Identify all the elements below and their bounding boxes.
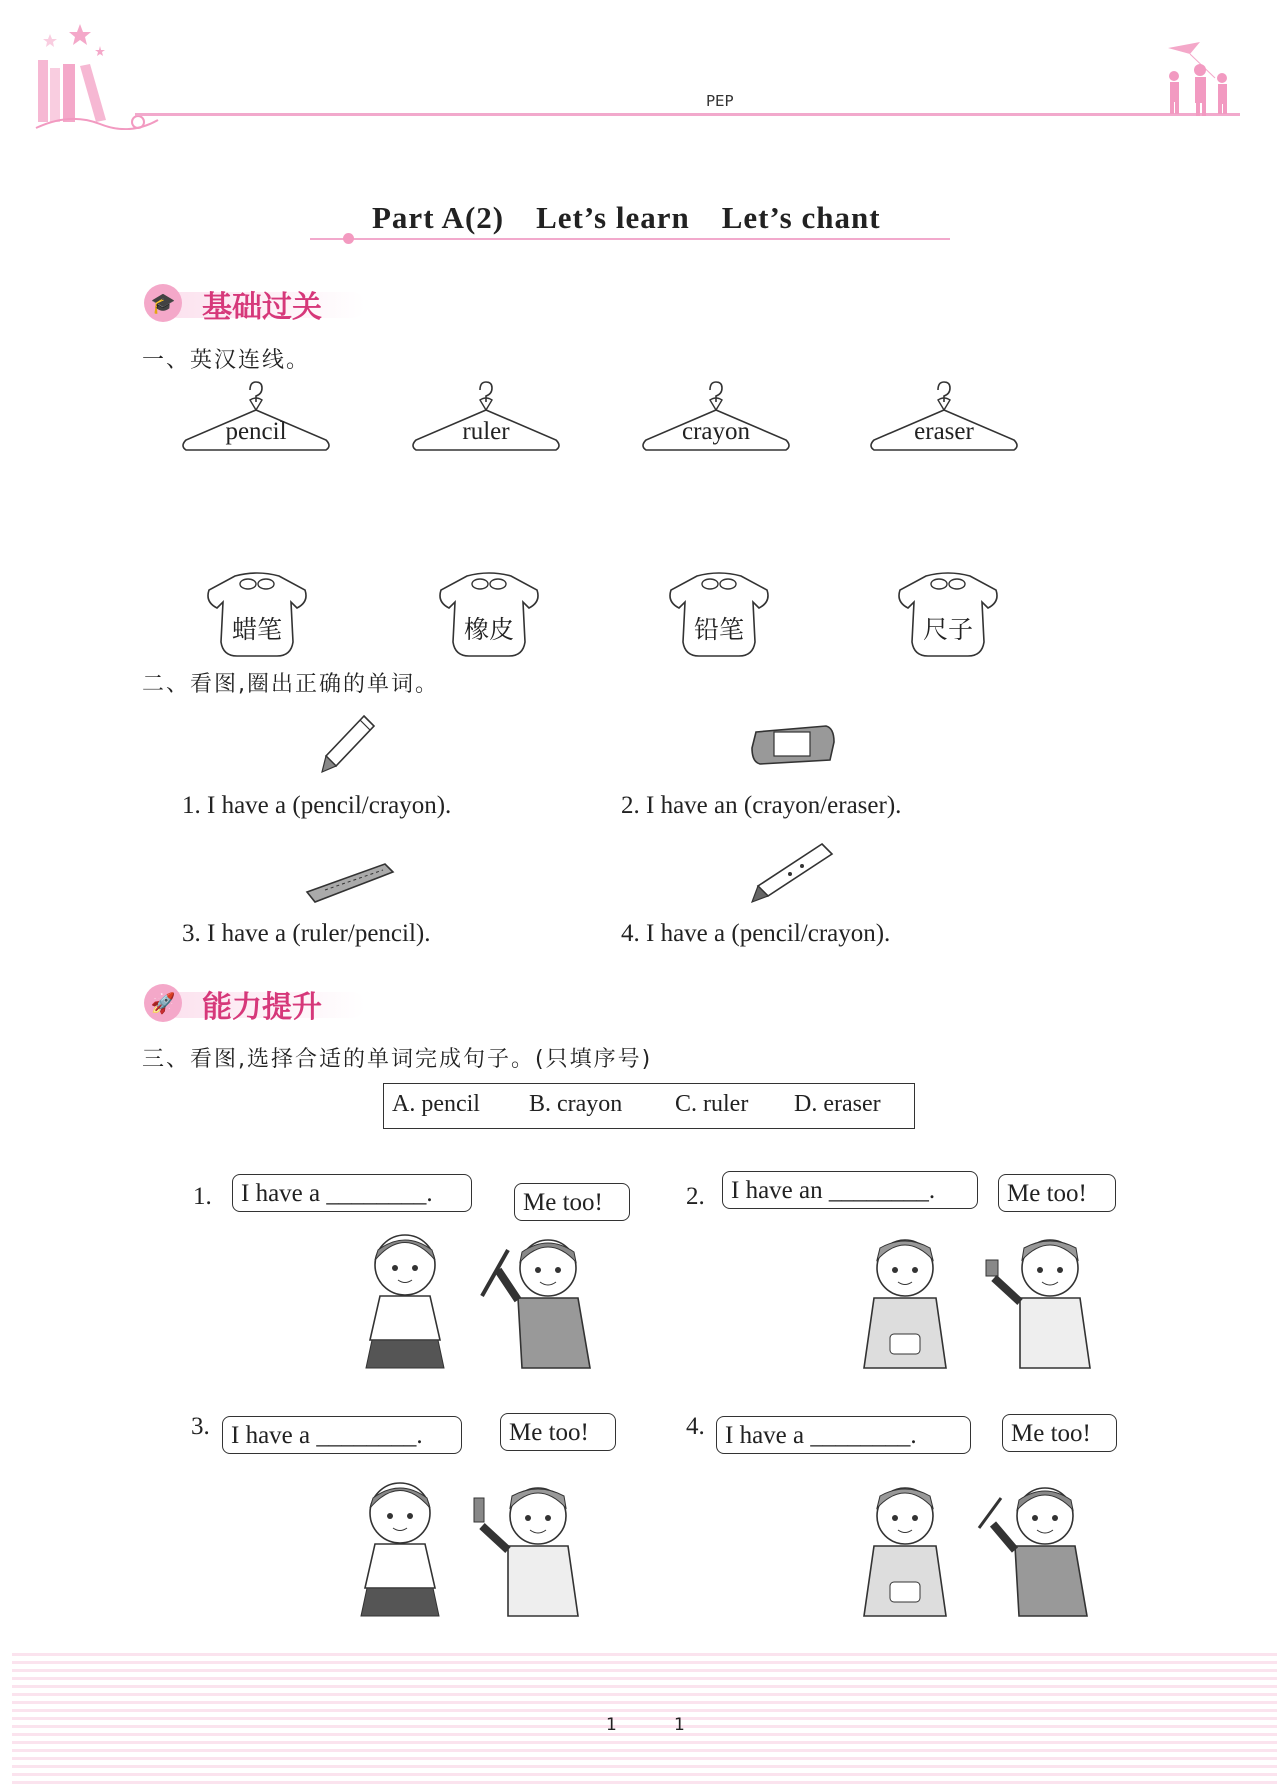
bubble-text: I have an ________. [731, 1177, 936, 1204]
speech-bubble [222, 1416, 462, 1454]
hanger-card[interactable] [868, 380, 1020, 460]
speech-bubble [722, 1171, 978, 1209]
page-number-left: 1 [606, 1715, 617, 1735]
shirt-word: 铅笔 [693, 615, 744, 644]
hanger-word: crayon [681, 418, 751, 445]
word-option: A. pencil [392, 1091, 480, 1117]
ruler-icon [305, 858, 395, 910]
header-decoration-right [1160, 38, 1240, 118]
item-number: 2. [686, 1183, 705, 1210]
word-bank-box [383, 1083, 915, 1129]
page-title: Part A(2) Let’s learn Let’s chant [372, 200, 881, 235]
shirt-word: 橡皮 [463, 615, 514, 644]
bubble-text: I have a ________. [241, 1180, 433, 1207]
section-banner-basic [140, 278, 370, 326]
girl-illustration [355, 1478, 455, 1622]
bubble-text: I have a ________. [231, 1422, 423, 1449]
girl-with-pencil-illustration [975, 1478, 1095, 1622]
reply-bubble [998, 1174, 1116, 1212]
hanger-word: ruler [462, 418, 510, 445]
pencil-icon [320, 712, 380, 782]
reply-text: Me too! [1007, 1180, 1087, 1207]
question-2-heading: 二、看图,圈出正确的单词。 [142, 672, 439, 697]
hanger-word: eraser [914, 418, 974, 445]
header-rule [135, 113, 1240, 116]
reply-text: Me too! [1011, 1420, 1091, 1447]
boy-illustration [860, 1230, 960, 1374]
boy-with-eraser-illustration [980, 1230, 1100, 1374]
girl-illustration [360, 1230, 460, 1374]
question-2-item-1: 1. I have a (pencil/crayon). [182, 792, 452, 819]
word-option: D. eraser [794, 1091, 881, 1117]
word-option: B. crayon [529, 1091, 623, 1117]
boy-with-crayon-illustration [468, 1478, 588, 1622]
title-underline [310, 238, 950, 240]
item-number: 4. [686, 1413, 705, 1440]
hanger-card[interactable] [180, 380, 332, 460]
reply-bubble [500, 1413, 616, 1451]
rocket-icon: 🚀 [144, 984, 182, 1022]
section-title: 基础过关 [202, 290, 322, 325]
question-2-item-3: 3. I have a (ruler/pencil). [182, 920, 431, 947]
hanger-word: pencil [225, 418, 287, 445]
bubble-text: I have a ________. [725, 1422, 917, 1449]
question-3-heading: 三、看图,选择合适的单词完成句子。(只填序号) [142, 1047, 653, 1072]
crayon-icon [750, 840, 836, 910]
speech-bubble [232, 1174, 472, 1212]
shirt-card[interactable] [896, 572, 1000, 658]
page-number-right: 1 [674, 1715, 685, 1735]
item-number: 3. [191, 1413, 210, 1440]
header-label: PEP [706, 92, 734, 110]
section-title: 能力提升 [202, 990, 322, 1025]
question-2-item-2: 2. I have an (crayon/eraser). [621, 792, 902, 819]
shirt-card[interactable] [667, 572, 771, 658]
question-2-item-4: 4. I have a (pencil/crayon). [621, 920, 891, 947]
reply-text: Me too! [509, 1419, 589, 1446]
shirt-card[interactable] [437, 572, 541, 658]
speech-bubble [716, 1416, 971, 1454]
eraser-icon [750, 722, 836, 772]
shirt-word: 尺子 [922, 615, 973, 644]
question-1-heading: 一、英汉连线。 [142, 348, 311, 373]
graduation-cap-icon: 🎓 [144, 284, 182, 322]
hanger-card[interactable] [410, 380, 562, 460]
footer-band [12, 1653, 1277, 1789]
item-number: 1. [193, 1183, 212, 1210]
hanger-card[interactable] [640, 380, 792, 460]
reply-bubble [514, 1183, 630, 1221]
title-dot [343, 233, 354, 244]
shirt-word: 蜡笔 [231, 615, 282, 644]
section-banner-advanced [140, 978, 370, 1026]
reply-text: Me too! [523, 1189, 603, 1216]
shirt-card[interactable] [205, 572, 309, 658]
girl-with-ruler-illustration [478, 1230, 598, 1374]
boy-illustration [860, 1478, 960, 1622]
word-option: C. ruler [675, 1091, 749, 1117]
reply-bubble [1002, 1414, 1117, 1452]
